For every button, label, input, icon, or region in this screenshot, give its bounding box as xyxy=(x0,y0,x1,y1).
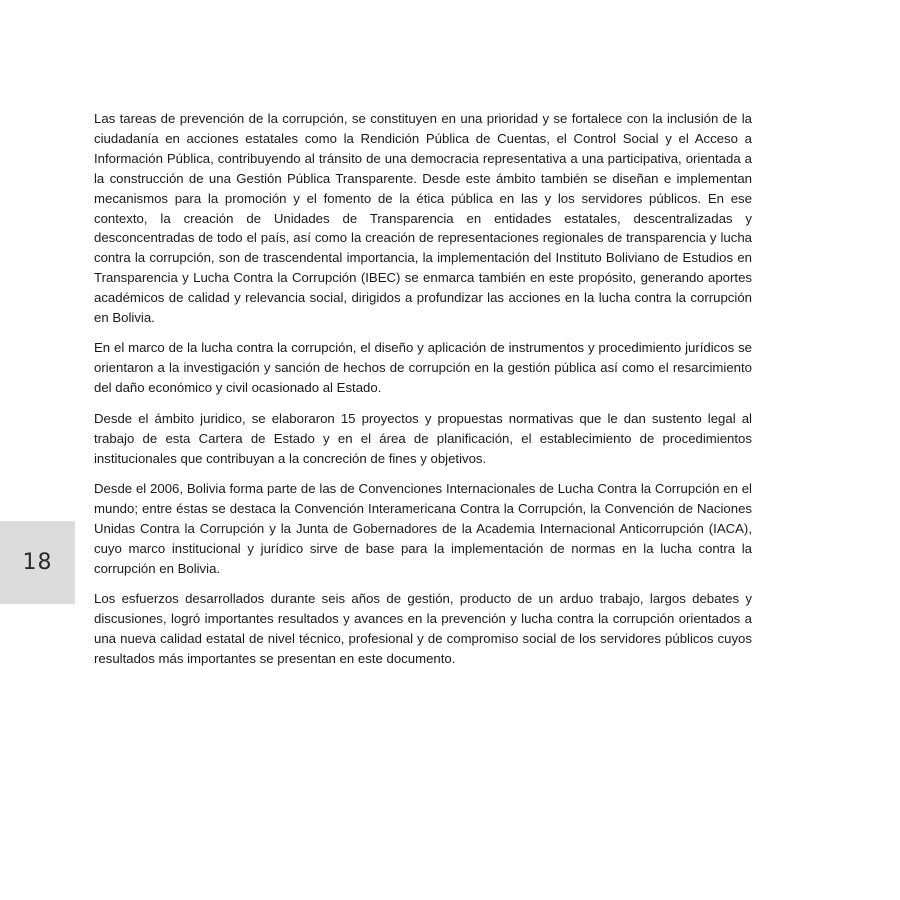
body-text xyxy=(94,109,752,679)
paragraph-legal-scope: Desde el ámbito juridico, se elaboraron 15 proyectos y propuestas normativas que le dan sustento legal al trabajo de esta Cartera de Estado y en el área de planificación, el establecimiento de procedimientos institucionales que contribuyan a la concreción de fines y objetivos. xyxy=(94,410,752,466)
paragraph-results: Los esfuerzos desarrollados durante seis años de gestión, producto de un arduo trabajo, largos debates y discusiones, logró importantes resultados y avances en la prevención y lucha contra la corrupción orientados a una nueva calidad estatal de nivel técnico, profesional y de compromiso social de los servidores públicos cuyos resultados más importantes se presentan en este documento. xyxy=(94,590,752,666)
paragraph-international-conventions: Desde el 2006, Bolivia forma parte de las de Convenciones Internacionales de Lucha Contra la Corrupción en el mundo; entre éstas se destaca la Convención Interamericana Contra la Corrupción, la Convención de Naciones Unidas Contra la Corrupción y la Junta de Gobernadores de la Academia Internacional Anticorrupción (IACA), cuyo marco institucional y jurídico sirve de base para la implementación de normas en la lucha contra la corrupción en Bolivia. xyxy=(94,480,752,576)
page-number-tab xyxy=(0,521,75,604)
paragraph-prevention: Las tareas de prevención de la corrupción, se constituyen en una prioridad y se fortalece con la inclusión de la ciudadanía en acciones estatales como la Rendición Pública de Cuentas, el Control Social y el Acceso a Información Pública, contribuyendo al tránsito de una democracia representativa a una participativa, orientada a la construcción de una Gestión Pública Transparente. Desde este ámbito también se diseñan e implementan mecanismos para la promoción y el fomento de la ética pública en las y los servidores públicos. En ese contexto, la creación de Unidades de Transparencia en entidades estatales, descentralizadas y desconcentradas de todo el país, así como la creación de representaciones regionales de transparencia y lucha contra la corrupción, son de trascendental importancia, la implementación del Instituto Boliviano de Estudios en Transparencia y Lucha Contra la Corrupción (IBEC) se enmarca también en este propósito, generando aportes académicos de calidad y relevancia social, dirigidos a profundizar las acciones en la lucha contra la corrupción en Bolivia. xyxy=(94,111,752,326)
page-number: 18 xyxy=(22,550,53,575)
paragraph-legal-instruments: En el marco de la lucha contra la corrupción, el diseño y aplicación de instrumentos y procedimiento jurídicos se orientaron a la investigación y sanción de hechos de corrupción en la gestión pública así como el resarcimiento del daño económico y civil ocasionado al Estado. xyxy=(94,340,752,396)
